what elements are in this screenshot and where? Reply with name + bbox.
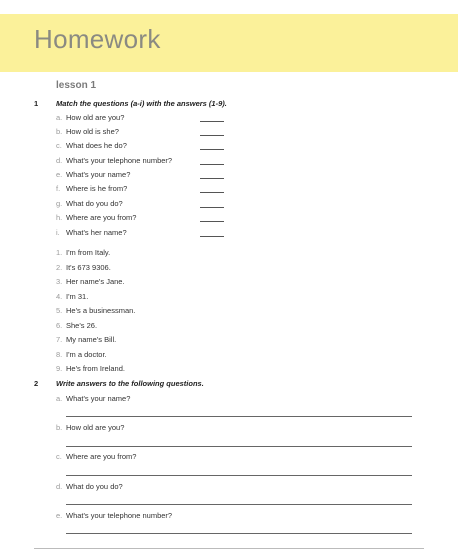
question-letter: c. [56, 452, 62, 461]
answer-line-e[interactable] [66, 533, 412, 534]
answer-text: My name's Bill. [66, 335, 117, 344]
question-letter: f. [56, 184, 61, 193]
question-letter: b. [56, 423, 63, 432]
section-1-instruction: Match the questions (a-i) with the answers (1-9). [56, 99, 227, 108]
question-letter: d. [56, 482, 63, 491]
question-letter: a. [56, 113, 63, 122]
answer-8 [56, 349, 107, 361]
answer-9 [56, 363, 125, 375]
answer-7 [56, 334, 116, 346]
write-question-e [56, 510, 172, 522]
header-banner [0, 14, 458, 72]
section-2-number: 2 [34, 379, 39, 388]
question-letter: i. [56, 228, 60, 237]
page-title: Homework [34, 24, 161, 54]
answer-text: I'm from Italy. [66, 248, 111, 257]
question-letter: g. [56, 199, 63, 208]
question-f [56, 183, 127, 195]
write-question-c [56, 451, 136, 463]
answer-number: 9. [56, 364, 63, 373]
answer-text: He's from Ireland. [66, 364, 125, 373]
answer-number: 6. [56, 321, 63, 330]
section-1-number: 1 [34, 99, 39, 108]
question-i [56, 227, 127, 239]
answer-text: It's 673 9306. [66, 263, 111, 272]
question-letter: h. [56, 213, 63, 222]
question-text: What do you do? [66, 199, 123, 208]
answer-text: I'm 31. [66, 292, 89, 301]
question-letter: d. [56, 156, 63, 165]
answer-blank-d[interactable] [200, 164, 224, 165]
answer-number: 8. [56, 350, 63, 359]
answer-2 [56, 262, 111, 274]
answer-line-b[interactable] [66, 446, 412, 447]
question-text: Where are you from? [66, 213, 137, 222]
answer-number: 2. [56, 263, 63, 272]
answer-blank-e[interactable] [200, 178, 224, 179]
question-letter: b. [56, 127, 63, 136]
answer-number: 1. [56, 248, 63, 257]
answer-line-a[interactable] [66, 416, 412, 417]
write-question-a [56, 393, 130, 405]
answer-6 [56, 320, 97, 332]
answer-blank-c[interactable] [200, 149, 224, 150]
question-letter: a. [56, 394, 63, 403]
answer-blank-h[interactable] [200, 221, 224, 222]
answer-blank-f[interactable] [200, 192, 224, 193]
answer-line-d[interactable] [66, 504, 412, 505]
question-text: Where are you from? [66, 452, 137, 461]
question-c [56, 140, 127, 152]
answer-5 [56, 305, 135, 317]
answer-number: 7. [56, 335, 63, 344]
question-text: What's her name? [66, 228, 127, 237]
question-letter: e. [56, 511, 63, 520]
answer-1 [56, 247, 110, 259]
write-question-d [56, 481, 123, 493]
question-text: How old is she? [66, 127, 119, 136]
question-text: What's your telephone number? [66, 156, 173, 165]
answer-number: 3. [56, 277, 63, 286]
answer-3 [56, 276, 125, 288]
question-g [56, 198, 123, 210]
answer-number: 4. [56, 292, 63, 301]
answer-text: Her name's Jane. [66, 277, 125, 286]
question-text: What's your name? [66, 170, 131, 179]
answer-number: 5. [56, 306, 63, 315]
question-text: What's your telephone number? [66, 511, 173, 520]
write-question-b [56, 422, 124, 434]
answer-text: She's 26. [66, 321, 98, 330]
answer-text: I'm a doctor. [66, 350, 107, 359]
answer-line-c[interactable] [66, 475, 412, 476]
question-text: How old are you? [66, 113, 125, 122]
question-text: What does he do? [66, 141, 127, 150]
question-h [56, 212, 136, 224]
answer-blank-g[interactable] [200, 207, 224, 208]
question-text: How old are you? [66, 423, 125, 432]
answer-4 [56, 291, 88, 303]
question-d [56, 155, 172, 167]
answer-blank-b[interactable] [200, 135, 224, 136]
lesson-label: lesson 1 [56, 80, 97, 91]
question-text: What's your name? [66, 394, 131, 403]
question-text: What do you do? [66, 482, 123, 491]
question-b [56, 126, 119, 138]
question-letter: e. [56, 170, 63, 179]
answer-text: He's a businessman. [66, 306, 136, 315]
question-e [56, 169, 130, 181]
footer-divider [34, 548, 424, 549]
question-a [56, 112, 124, 124]
section-2-instruction: Write answers to the following questions. [56, 379, 204, 388]
question-letter: c. [56, 141, 62, 150]
answer-blank-a[interactable] [200, 121, 224, 122]
question-text: Where is he from? [66, 184, 128, 193]
answer-blank-i[interactable] [200, 236, 224, 237]
